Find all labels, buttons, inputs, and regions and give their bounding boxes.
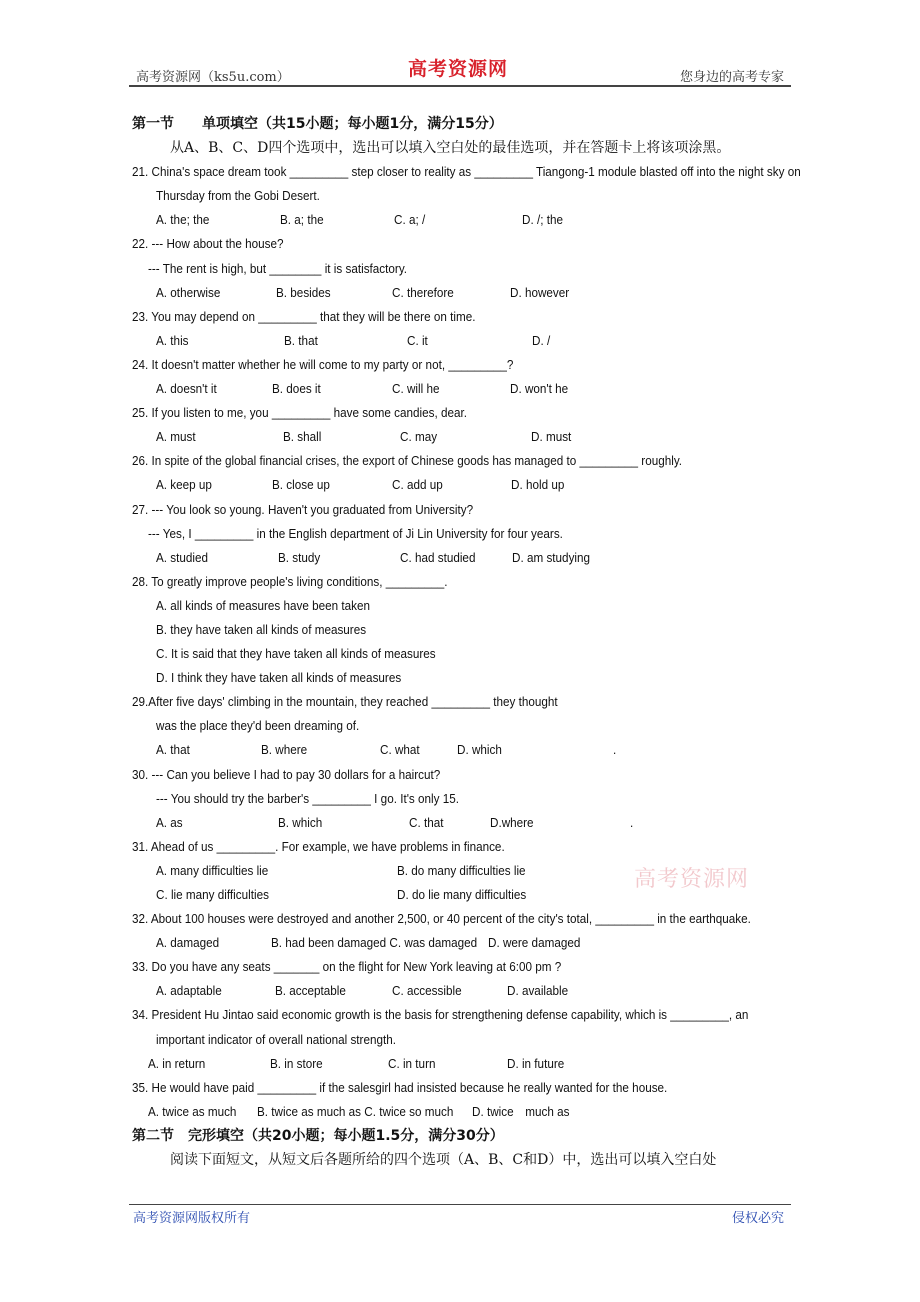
- answer-options-row: [0, 473, 920, 497]
- question-stem-line: [0, 907, 920, 931]
- answer-option: B. had been damaged C. was damaged: [271, 935, 478, 951]
- answer-option: .: [630, 814, 634, 830]
- answer-option: D. in future: [507, 1055, 565, 1071]
- answer-option: D. must: [531, 429, 572, 445]
- answer-option: C. that: [409, 814, 444, 830]
- question-stem-line: [0, 305, 920, 329]
- footer-divider: [129, 1204, 791, 1205]
- answer-options-row: [0, 931, 920, 955]
- question-stem-line: [0, 690, 920, 714]
- question-stem-line: [0, 353, 920, 377]
- question-stem-continued: --- The rent is high, but ________ it is satisfactory.: [148, 260, 408, 276]
- answer-option: C. therefore: [392, 284, 454, 300]
- section-heading: [0, 112, 920, 136]
- answer-options-row: [0, 594, 920, 618]
- answer-options-row: [0, 1052, 920, 1076]
- question-stem-continued: --- Yes, I _________ in the English department of Ji Lin University for four years.: [148, 525, 563, 541]
- answer-options-row: [0, 618, 920, 642]
- answer-option: D. however: [510, 284, 570, 300]
- answer-option: B. twice as much as C. twice so much: [257, 1103, 454, 1119]
- answer-option: A. this: [156, 332, 189, 348]
- answer-option: B. does it: [272, 381, 321, 397]
- question-stem: 24. It doesn't matter whether he will come to my party or not, _________?: [132, 356, 514, 372]
- answer-options-row: [0, 811, 920, 835]
- question-stem-continued: important indicator of overall national strength.: [156, 1031, 396, 1047]
- answer-options-row: [0, 281, 920, 305]
- answer-option: A. twice as much: [148, 1103, 237, 1119]
- answer-option: C. It is said that they have taken all kinds of measures: [156, 646, 436, 662]
- question-stem-line: [0, 184, 920, 208]
- question-stem-line: [0, 160, 920, 184]
- section-1-heading: 第一节 单项填空（共15小题；每小题1分，满分15分）: [132, 116, 503, 132]
- question-stem-continued: Thursday from the Gobi Desert.: [156, 188, 320, 204]
- question-stem: 23. You may depend on _________ that they will be there on time.: [132, 308, 476, 324]
- section-heading: [0, 1124, 920, 1148]
- answer-options-row: [0, 208, 920, 232]
- question-stem: 32. About 100 houses were destroyed and another 2,500, or 40 percent of the city's total, _________ in the earthquake.: [132, 911, 751, 927]
- answer-option: A. in return: [148, 1055, 206, 1071]
- question-stem-line: [0, 570, 920, 594]
- answer-option: D. am studying: [512, 549, 591, 565]
- question-stem-line: [0, 714, 920, 738]
- answer-option: A. adaptable: [156, 983, 222, 999]
- header-site-name: 高考资源网（ks5u.com）: [136, 70, 290, 85]
- question-stem-line: [0, 498, 920, 522]
- answer-option: B. where: [261, 742, 308, 758]
- question-stem: 22. --- How about the house?: [132, 236, 284, 252]
- question-stem-line: [0, 232, 920, 256]
- answer-option: C. what: [380, 742, 420, 758]
- answer-option: A. that: [156, 742, 190, 758]
- answer-option: D.where: [490, 814, 534, 830]
- answer-option: A. otherwise: [156, 284, 221, 300]
- answer-options-row: [0, 642, 920, 666]
- answer-option: A. as: [156, 814, 183, 830]
- section-intro: [0, 136, 920, 160]
- answer-option: B. that: [284, 332, 318, 348]
- answer-option: A. the; the: [156, 212, 210, 228]
- footer-rights: 侵权必究: [731, 1211, 784, 1226]
- answer-option: C. add up: [392, 477, 443, 493]
- question-stem-line: [0, 835, 920, 859]
- answer-option: A. must: [156, 429, 196, 445]
- question-stem-line: [0, 257, 920, 281]
- answer-option: C. in turn: [388, 1055, 436, 1071]
- answer-option: C. had studied: [400, 549, 476, 565]
- answer-option: A. all kinds of measures have been taken: [156, 597, 370, 613]
- answer-option: B. besides: [276, 284, 331, 300]
- answer-options-row: [0, 425, 920, 449]
- answer-options-row: [0, 859, 920, 883]
- question-stem: 25. If you listen to me, you _________ have some candies, dear.: [132, 405, 467, 421]
- answer-option: C. it: [407, 332, 428, 348]
- answer-option: C. may: [400, 429, 438, 445]
- footer-copyright: 高考资源网版权所有: [133, 1211, 251, 1226]
- question-stem-line: [0, 955, 920, 979]
- question-stem-line: [0, 763, 920, 787]
- answer-option: B. a; the: [280, 212, 324, 228]
- answer-option: B. close up: [272, 477, 330, 493]
- answer-options-row: [0, 883, 920, 907]
- question-stem: 33. Do you have any seats _______ on the flight for New York leaving at 6:00 pm ?: [132, 959, 562, 975]
- header-logo: 高考资源网: [408, 58, 509, 80]
- answer-options-row: [0, 1100, 920, 1124]
- section-2-instructions: 阅读下面短文，从短文后各题所给的四个选项（A、B、C和D）中，选出可以填入空白处: [170, 1152, 717, 1169]
- answer-option: C. a; /: [394, 212, 426, 228]
- answer-option: C. lie many difficulties: [156, 887, 269, 902]
- answer-options-row: [0, 738, 920, 762]
- answer-option: A. doesn't it: [156, 381, 217, 397]
- answer-option: D. twice much as: [472, 1103, 570, 1119]
- answer-options-row: [0, 979, 920, 1003]
- answer-options-row: [0, 329, 920, 353]
- answer-option: B. shall: [283, 429, 322, 445]
- question-stem-line: [0, 1028, 920, 1052]
- answer-option: D. which: [457, 742, 502, 758]
- question-stem: 27. --- You look so young. Haven't you graduated from University?: [132, 501, 474, 517]
- answer-option: .: [613, 742, 617, 758]
- answer-options-row: [0, 377, 920, 401]
- question-stem-line: [0, 787, 920, 811]
- question-stem: 34. President Hu Jintao said economic growth is the basis for strengthening defense capability, which is _________, an: [132, 1007, 749, 1023]
- answer-option: D. /; the: [522, 212, 563, 228]
- answer-options-row: [0, 546, 920, 570]
- question-stem-continued: --- You should try the barber's _________ I go. It's only 15.: [156, 790, 460, 806]
- answer-option: B. in store: [270, 1055, 323, 1071]
- answer-option: D. I think they have taken all kinds of measures: [156, 670, 402, 686]
- answer-option: D. available: [507, 983, 569, 999]
- answer-option: A. damaged: [156, 935, 220, 951]
- watermark: 高考资源网: [634, 867, 750, 892]
- question-stem: 29.After five days' climbing in the mountain, they reached _________ they thought: [132, 694, 558, 710]
- answer-option: C. accessible: [392, 983, 462, 999]
- question-stem: 26. In spite of the global financial crises, the export of Chinese goods has managed to _________ roughly.: [132, 453, 683, 469]
- section-intro: [0, 1148, 920, 1172]
- header-slogan: 您身边的高考专家: [679, 70, 784, 85]
- question-stem-line: [0, 1076, 920, 1100]
- answer-option: B. acceptable: [275, 983, 346, 999]
- question-stem: 35. He would have paid _________ if the salesgirl had insisted because he really wanted for the house.: [132, 1079, 668, 1095]
- answer-option: A. keep up: [156, 477, 212, 493]
- exam-content: [0, 112, 920, 1172]
- answer-option: C. will he: [392, 381, 440, 397]
- question-stem-line: [0, 522, 920, 546]
- question-stem: 31. Ahead of us _________. For example, we have problems in finance.: [132, 838, 505, 854]
- question-stem: 21. China's space dream took _________ step closer to reality as _________ Tiangong-1 module blasted off into the night sky on: [132, 164, 801, 180]
- answer-option: B. they have taken all kinds of measures: [156, 621, 367, 637]
- answer-option: B. study: [278, 549, 321, 565]
- answer-option: A. many difficulties lie: [156, 862, 269, 878]
- section-1-instructions: 从A、B、C、D四个选项中，选出可以填入空白处的最佳选项，并在答题卡上将该项涂黑。: [170, 140, 731, 157]
- answer-option: B. do many difficulties lie: [397, 862, 526, 878]
- answer-options-row: [0, 666, 920, 690]
- answer-option: D. do lie many difficulties: [397, 887, 527, 902]
- question-stem-line: [0, 401, 920, 425]
- question-stem-line: [0, 1003, 920, 1027]
- header-divider: [129, 85, 791, 87]
- answer-option: D. won't he: [510, 381, 569, 397]
- question-stem: 30. --- Can you believe I had to pay 30 dollars for a haircut?: [132, 766, 441, 782]
- answer-option: B. which: [278, 814, 323, 830]
- section-2-heading: 第二节 完形填空（共20小题；每小题1.5分，满分30分）: [132, 1127, 504, 1144]
- question-stem: 28. To greatly improve people's living conditions, _________.: [132, 573, 448, 589]
- answer-option: A. studied: [156, 549, 209, 565]
- answer-option: D. hold up: [511, 477, 565, 493]
- question-stem-continued: was the place they'd been dreaming of.: [156, 718, 360, 734]
- answer-option: D. were damaged: [488, 935, 581, 951]
- question-stem-line: [0, 449, 920, 473]
- answer-option: D. /: [532, 332, 551, 348]
